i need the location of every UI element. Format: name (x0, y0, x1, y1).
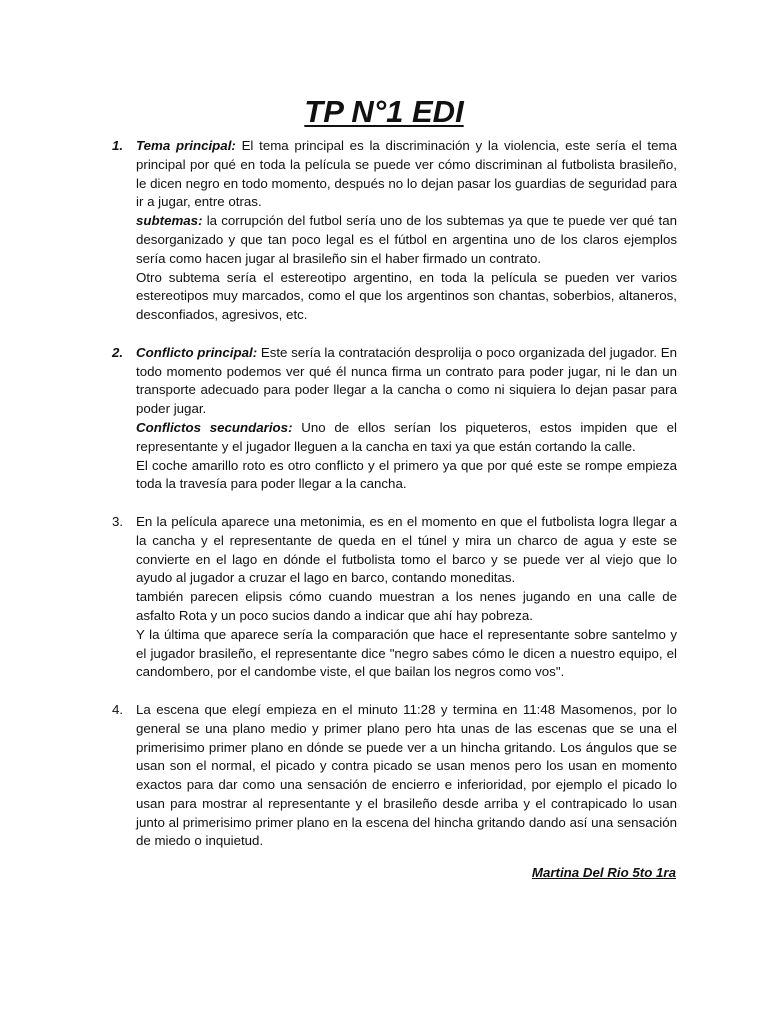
list-item (112, 344, 678, 494)
item-number: 1. (112, 138, 124, 153)
paragraph (136, 626, 677, 682)
paragraph (136, 701, 677, 851)
paragraph-text: El tema principal es la discriminación y la violencia, este sería el tema principal por qué en toda la película se puede ver cómo discriminan al futbolista brasileño, le dicen negro en todo momento, después no lo dejan pasar los guardias de seguridad para ir a jugar, entre otras. (136, 138, 677, 210)
paragraph-text: El coche amarillo roto es otro conflicto y el primero ya que por qué este se rompe empieza toda la travesía para poder llegar a la cancha. (136, 457, 677, 492)
paragraph (136, 457, 677, 495)
paragraph (136, 269, 677, 325)
paragraph (136, 588, 677, 626)
paragraph-text: Este sería la contratación desprolija o poco organizada del jugador. En todo momento podemos ver qué él nunca firma un contrato para poder jugar, ni le dan un transporte adecuado para poder llegar a la cancha o como ni siquiera lo dejan pasar para poder jugar. (136, 344, 678, 417)
item-number: 2. (112, 344, 124, 360)
paragraph (136, 419, 677, 457)
list-item (112, 137, 677, 325)
paragraph-text: Y la última que aparece sería la comparación que hace el representante sobre santelmo y el jugador brasileño, el representante dice "negro sabes cómo le dicen a nuestro equipo, el candombero, por el candombe viste, el que bailan los negros como vos". (136, 626, 677, 680)
paragraph (136, 137, 677, 212)
paragraph-text: Otro subtema sería el estereotipo argentino, en toda la película se pueden ver varios estereotipos muy marcados, como el que los argentinos son chantas, soberbios, altaneros, desconfiados, agresivos, etc. (136, 269, 677, 323)
list-item (112, 513, 677, 682)
list-item (112, 701, 677, 851)
item-number: 4. (112, 701, 124, 717)
section-label: Tema principal: (136, 138, 236, 153)
author-signature: Martina Del Rio 5to 1ra (531, 865, 676, 880)
document-title: TP N°1 EDI (304, 94, 464, 129)
paragraph (136, 212, 677, 268)
section-label: Conflictos secundarios: (136, 419, 293, 435)
numbered-list (112, 137, 678, 851)
paragraph (136, 513, 677, 588)
paragraph-text: La escena que elegí empieza en el minuto 11:28 y termina en 11:48 Masomenos, por lo general se una plano medio y primer plano pero hta unas de las escenas que se una el primerisimo primer plano en dónde se puede ver a un hincha gritando. Los ángulos que se usan son el normal, el picado y contra picado se usan menos pero los usan en momento exactos para dar como una sensación de encierro e inferioridad, por ejemplo el picado lo usan para mostrar al representante y el brasileño desde arriba y el contrapicado lo usan junto al primerisimo primer plano en la escena del hincha gritando dando así una sensación de miedo o inquietud. (136, 701, 677, 849)
item-number: 3. (112, 513, 124, 529)
paragraph-text: la corrupción del futbol sería uno de los subtemas ya que te puede ver qué tan desorganizado y que tan poco legal es el fútbol en argentina uno de los claros ejemplos sería como hacen jugar al brasileño sin el haber firmado un contrato. (136, 213, 677, 266)
section-label: subtemas: (136, 213, 203, 229)
paragraph-text: también parecen elipsis cómo cuando muestran a los nenes jugando en una calle de asfalto Rota y un poco sucios dando a indicar que ahí hay pobreza. (136, 589, 677, 623)
section-label: Conflicto principal: (136, 344, 258, 360)
paragraph (136, 344, 677, 419)
paragraph-text: Uno de ellos serían los piqueteros, estos impiden que el representante y el jugador lleguen a la cancha en taxi ya que están cortando la calle. (136, 419, 677, 454)
paragraph-text: En la película aparece una metonimia, es en el momento en que el futbolista logra llegar a la cancha y el representante de queda en el túnel y mira un charco de agua y este se convierte en el lago en dónde el futbolista tomo el barco y se puede ver al viejo que lo ayudo al jugador a cruzar el lago en barco, contando moneditas. (136, 513, 677, 586)
